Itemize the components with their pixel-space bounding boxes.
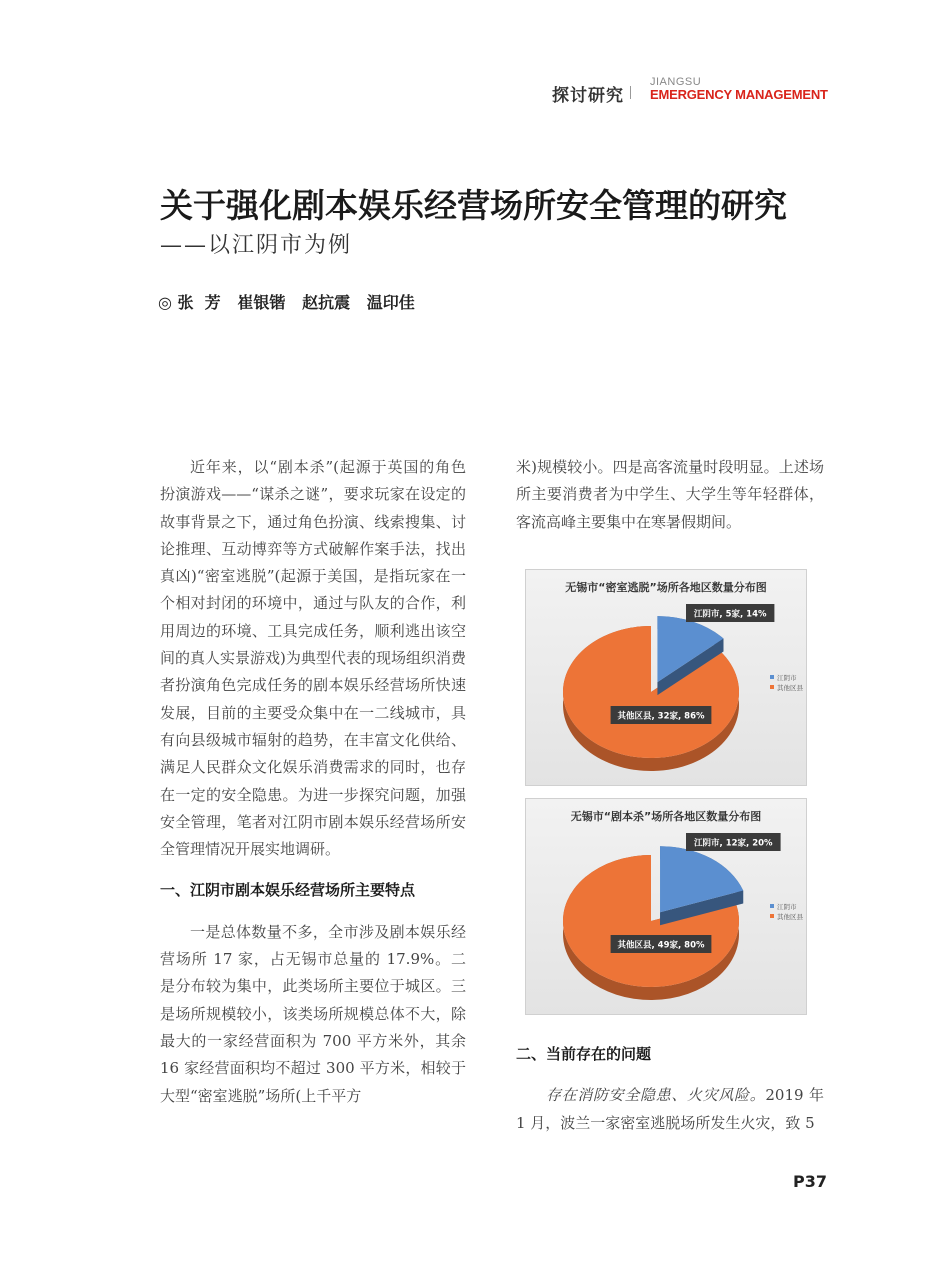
right-column-lower: [516, 1041, 824, 1137]
escape-room-pie-chart: [525, 569, 807, 786]
pie-chart-svg: [526, 570, 806, 785]
article-subtitle: ——以江阴市为例: [160, 233, 353, 258]
legend-item: 其他区县: [777, 684, 803, 692]
section2-heading: 二、当前存在的问题: [516, 1045, 652, 1063]
header-section-label: 探讨研究: [552, 86, 624, 106]
section1-heading: 一、江阴市剧本娱乐经营场所主要特点: [160, 881, 416, 900]
data-label-text: 其他区县, 32家, 86%: [617, 711, 705, 722]
section2-lead: 存在消防安全隐患、火灾风险。: [546, 1086, 766, 1105]
data-label-text: 江阴市, 5家, 14%: [693, 609, 767, 620]
article-title: 关于强化剧本娱乐经营场所安全管理的研究: [160, 186, 787, 225]
legend-item: 江阴市: [777, 674, 797, 682]
page-number: P37: [793, 1172, 827, 1191]
article-authors: ◎ 张 芳 崔银锴 赵抗震 温印佳: [158, 293, 415, 312]
chart-title: 无锡市“密室逃脱”场所各地区数量分布图: [565, 581, 767, 594]
section1-paragraph: 一是总体数量不多，全市涉及剧本娱乐经营场所 17 家，占无锡市总量的 17.9%。二是分布较为集中，此类场所主要位于城区。三是场所规模较小，该类场所规模总体不大，除最大的一家经营面积为 700 平方米外，其余 16 家经营面积均不超过 300 平方米，相较于大型“密室逃脱”场所(上千平方: [160, 922, 466, 1105]
header-brand-top: JIANGSU: [650, 76, 702, 88]
data-label: [611, 935, 712, 953]
legend-swatch: [770, 904, 774, 908]
left-column: [160, 454, 466, 1110]
header-separator: [630, 86, 631, 99]
data-label-text: 其他区县, 49家, 80%: [617, 940, 705, 951]
intro-paragraph: 近年来，以“剧本杀”(起源于英国的角色扮演游戏——“谋杀之谜”，要求玩家在设定的故事背景之下，通过角色扮演、线索搜集、讨论推理、互动博弈等方式破解作案手法，找出真凶)“密室逃脱”(起源于美国，是指玩家在一个相对封闭的环境中，通过与队友的合作，利用周边的环境、工具完成任务，顺利逃出该空间的真人实景游戏)为典型代表的现场组织消费者扮演角色完成任务的剧本娱乐经营场所快速发展，目前的主要受众集中在一二线城市，具有向县级城市辐射的趋势，在丰富文化供给、满足人民群众文化娱乐消费需求的同时，也存在一定的安全隐患。为进一步探究问题，加强安全管理，笔者对江阴市剧本娱乐经营场所安全管理情况开展实地调研。: [160, 458, 466, 859]
section2-text: 2019 年 1 月，波兰一家密室逃脱场所发生火灾，致 5: [516, 1086, 824, 1132]
legend-swatch: [770, 914, 774, 918]
right-column: [516, 454, 824, 536]
legend-item: 江阴市: [777, 903, 797, 911]
script-murder-pie-chart: [525, 798, 807, 1015]
data-label-text: 江阴市, 12家, 20%: [694, 838, 773, 849]
section2-paragraph: [516, 1082, 824, 1137]
data-label: [686, 604, 774, 622]
pie-chart-svg: [526, 799, 806, 1014]
legend-swatch: [770, 675, 774, 679]
section1-continuation: 米)规模较小。四是高客流量时段明显。上述场所主要消费者为中学生、大学生等年轻群体，客流高峰主要集中在寒暑假期间。: [516, 458, 824, 531]
data-label: [686, 833, 781, 851]
header-brand-bottom: EMERGENCY MANAGEMENT: [650, 87, 828, 102]
chart-title: 无锡市“剧本杀”场所各地区数量分布图: [570, 810, 762, 823]
legend-swatch: [770, 685, 774, 689]
legend-item: 其他区县: [777, 913, 803, 921]
data-label: [611, 706, 712, 724]
